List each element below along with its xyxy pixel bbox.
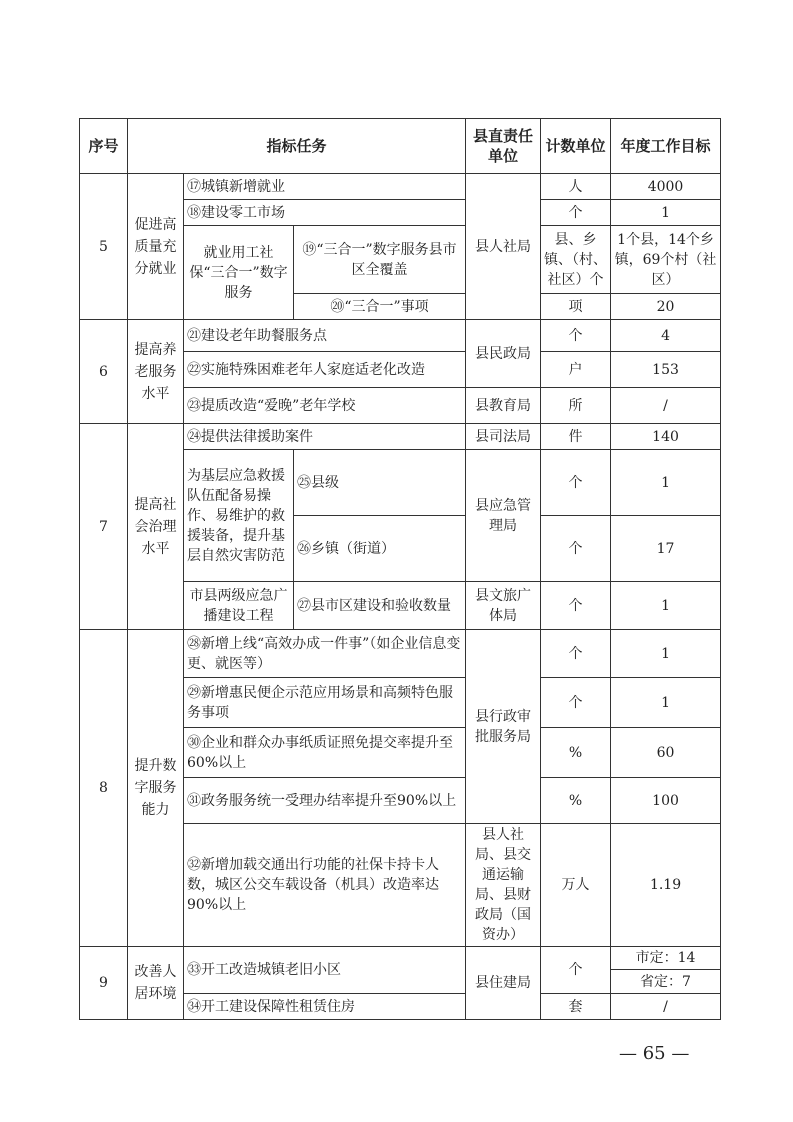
- label-27: 市县两级应急广播建设工程: [184, 582, 294, 630]
- task-31: ㉛政务服务统一受理办结率提升至90%以上: [184, 778, 466, 824]
- section-7-no: 7: [80, 424, 128, 630]
- task-28: ㉘新增上线“高效办成一件事”（如企业信息变更、就医等）: [184, 630, 466, 678]
- section-6-title: 提高养老服务水平: [128, 320, 184, 424]
- header-unit: 计数单位: [541, 119, 611, 174]
- unit-32: 万人: [541, 824, 611, 947]
- task-21: ㉑建设老年助餐服务点: [184, 320, 466, 352]
- unit-34: 套: [541, 994, 611, 1020]
- target-30: 60: [611, 728, 721, 778]
- target-33-province: 省定：7: [611, 970, 721, 994]
- task-20: ⑳“三合一”事项: [294, 294, 466, 320]
- section-8-title: 提升数字服务能力: [128, 630, 184, 947]
- section-9-no: 9: [80, 947, 128, 1020]
- unit-33: 个: [541, 947, 611, 994]
- unit-17: 人: [541, 174, 611, 200]
- target-26: 17: [611, 516, 721, 582]
- unit-26: 个: [541, 516, 611, 582]
- section-7-title: 提高社会治理水平: [128, 424, 184, 630]
- unit-25: 个: [541, 450, 611, 516]
- task-27: ㉗县市区建设和验收数量: [294, 582, 466, 630]
- dept-7: 县应急管理局: [466, 450, 541, 582]
- section-5-title: 促进高质量充分就业: [128, 174, 184, 320]
- unit-21: 个: [541, 320, 611, 352]
- dept-6: 县民政局: [466, 320, 541, 388]
- section-6-no: 6: [80, 320, 128, 424]
- section-9-title: 改善人居环境: [128, 947, 184, 1020]
- task-19: ⑲“三合一”数字服务县市区全覆盖: [294, 226, 466, 294]
- section-5-no: 5: [80, 174, 128, 320]
- unit-28: 个: [541, 630, 611, 678]
- unit-18: 个: [541, 200, 611, 226]
- dept-23: 县教育局: [466, 388, 541, 424]
- target-22: 153: [611, 352, 721, 388]
- task-33: ㉝开工改造城镇老旧小区: [184, 947, 466, 994]
- unit-31: %: [541, 778, 611, 824]
- header-task: 指标任务: [128, 119, 466, 174]
- unit-22: 户: [541, 352, 611, 388]
- task-17: ⑰城镇新增就业: [184, 174, 466, 200]
- indicator-table: [79, 118, 721, 1020]
- unit-24: 件: [541, 424, 611, 450]
- target-33-city: 市定：14: [611, 947, 721, 970]
- dept-9: 县住建局: [466, 947, 541, 1020]
- target-21: 4: [611, 320, 721, 352]
- target-31: 100: [611, 778, 721, 824]
- target-25: 1: [611, 450, 721, 516]
- dept-32: 县人社局、县交通运输局、县财政局（国资办）: [466, 824, 541, 947]
- header-no: 序号: [80, 119, 128, 174]
- page-number: — 65 —: [619, 1043, 690, 1064]
- task-26: ㉖乡镇（街道）: [294, 516, 466, 582]
- group-5-label: 就业用工社保“三合一”数字服务: [184, 226, 294, 320]
- group-7-label: 为基层应急救援队伍配备易操作、易维护的救援装备，提升基层自然灾害防范: [184, 450, 294, 582]
- task-29: ㉙新增惠民便企示范应用场景和高频特色服务事项: [184, 678, 466, 728]
- target-19: 1个县，14个乡镇，69个村（社区）: [611, 226, 721, 294]
- task-30: ㉚企业和群众办事纸质证照免提交率提升至60%以上: [184, 728, 466, 778]
- section-8-no: 8: [80, 630, 128, 947]
- task-34: ㉞开工建设保障性租赁住房: [184, 994, 466, 1020]
- dept-24: 县司法局: [466, 424, 541, 450]
- dept-8: 县行政审批服务局: [466, 630, 541, 824]
- target-32: 1.19: [611, 824, 721, 947]
- task-18: ⑱建设零工市场: [184, 200, 466, 226]
- target-28: 1: [611, 630, 721, 678]
- dept-27: 县文旅广体局: [466, 582, 541, 630]
- header-target: 年度工作目标: [611, 119, 721, 174]
- target-17: 4000: [611, 174, 721, 200]
- task-25: ㉕县级: [294, 450, 466, 516]
- unit-29: 个: [541, 678, 611, 728]
- task-32: ㉜新增加载交通出行功能的社保卡持卡人数，城区公交车载设备（机具）改造率达90%以上: [184, 824, 466, 947]
- unit-19: 县、乡镇、（村、社区）个: [541, 226, 611, 294]
- unit-27: 个: [541, 582, 611, 630]
- header-dept: 县直责任单位: [466, 119, 541, 174]
- target-23: /: [611, 388, 721, 424]
- target-24: 140: [611, 424, 721, 450]
- target-20: 20: [611, 294, 721, 320]
- dept-5: 县人社局: [466, 174, 541, 320]
- target-34: /: [611, 994, 721, 1020]
- task-23: ㉓提质改造“爱晚”老年学校: [184, 388, 466, 424]
- task-24: ㉔提供法律援助案件: [184, 424, 466, 450]
- target-18: 1: [611, 200, 721, 226]
- unit-23: 所: [541, 388, 611, 424]
- task-22: ㉒实施特殊困难老年人家庭适老化改造: [184, 352, 466, 388]
- unit-30: %: [541, 728, 611, 778]
- unit-20: 项: [541, 294, 611, 320]
- target-29: 1: [611, 678, 721, 728]
- target-27: 1: [611, 582, 721, 630]
